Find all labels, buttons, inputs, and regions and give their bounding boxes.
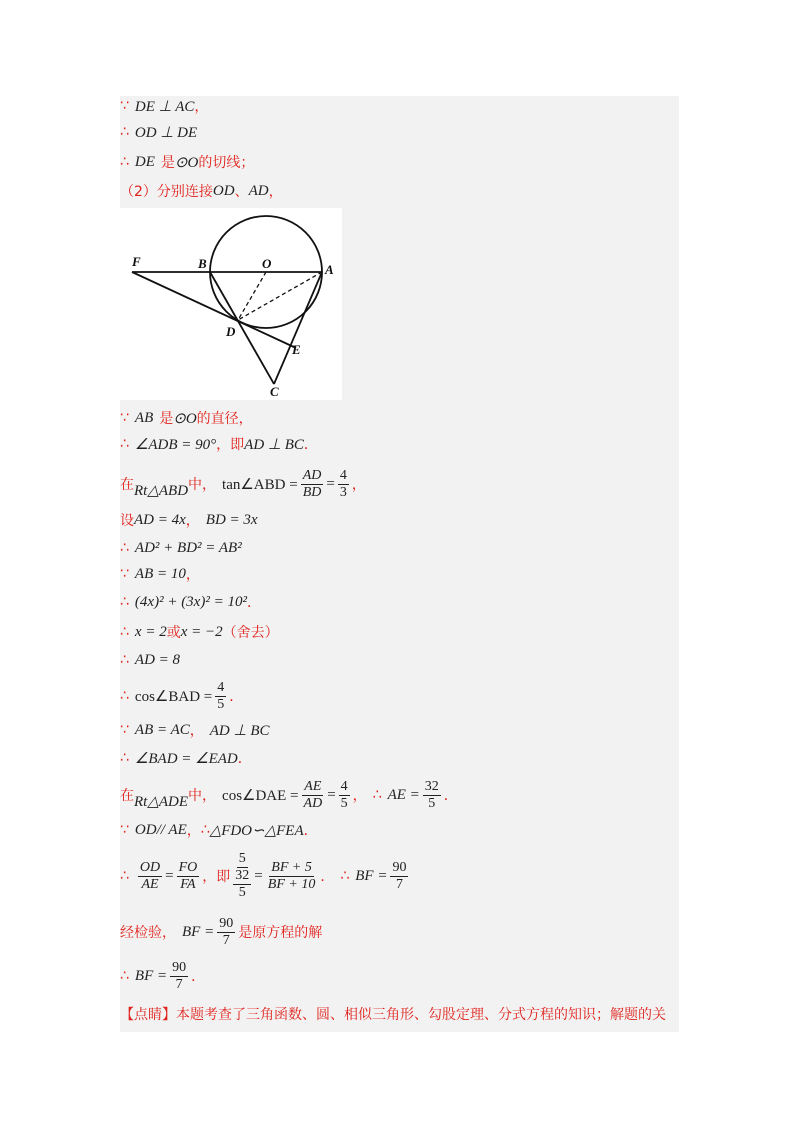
math-expr: AB xyxy=(134,409,154,426)
fraction: $\frac{AE}{AD}$ xyxy=(303,778,323,811)
line-comment xyxy=(120,1004,666,1024)
therefore-symbol: ∴ xyxy=(120,594,129,610)
text: 设 xyxy=(120,513,134,529)
math-expr: OD xyxy=(212,182,235,199)
fraction: $\frac{4}{5}$ xyxy=(217,679,225,712)
because-symbol: ∵ xyxy=(120,410,129,426)
compound-fraction: 5 32 5 xyxy=(235,851,250,900)
equals: = xyxy=(165,867,174,884)
therefore-symbol: ∴ xyxy=(120,688,129,704)
text: ， xyxy=(268,184,283,200)
fraction: $\frac{FO}{FA}$ xyxy=(178,859,198,892)
math-expr: OD ⊥ DE xyxy=(134,124,198,141)
line-pythagoras xyxy=(120,538,242,558)
geometry-figure xyxy=(120,208,342,400)
punct: ． xyxy=(303,823,318,839)
math-expr: x = 2 xyxy=(134,623,167,640)
math-expr: AD xyxy=(248,182,269,199)
therefore-symbol: ∴ xyxy=(120,436,129,452)
label-a: A xyxy=(325,262,334,277)
text: 中， xyxy=(188,477,217,493)
line-ab-10 xyxy=(120,564,200,584)
math-expr: AB = AC xyxy=(134,721,190,738)
line-equation xyxy=(120,592,261,612)
punct: ， xyxy=(352,788,367,804)
math-expr: DE ⊥ AC xyxy=(134,98,195,115)
because-symbol: ∵ xyxy=(120,98,129,114)
punct: ． xyxy=(443,788,458,804)
fraction: $\frac{4}{5}$ xyxy=(340,778,348,811)
math-expr: x = −2 xyxy=(180,623,223,640)
line-ab-diameter xyxy=(120,408,253,428)
line-proportion xyxy=(120,846,411,906)
math-expr: AD ⊥ BC xyxy=(244,436,304,453)
line-parallel-similar xyxy=(120,820,318,840)
punct: ． xyxy=(237,751,252,767)
line-set-variables xyxy=(120,510,258,530)
text: 是原方程的解 xyxy=(238,925,323,941)
text: 在 xyxy=(120,477,134,493)
equals: = xyxy=(254,867,263,884)
line-part2-connect xyxy=(120,180,283,202)
punct: ， xyxy=(185,513,200,529)
text: ，即 xyxy=(216,437,245,453)
line-solve-x xyxy=(120,622,279,642)
label-d: D xyxy=(226,324,236,339)
line-cos-dae xyxy=(120,774,458,816)
fraction: $\frac{4}{3}$ xyxy=(339,467,347,500)
math-expr: cos∠DAE = xyxy=(222,787,299,804)
text: 的直径， xyxy=(196,411,253,427)
text: 或 xyxy=(166,625,181,641)
line-ad-8 xyxy=(120,650,180,670)
text: 是 xyxy=(160,155,175,171)
math-expr: BF = xyxy=(182,923,215,940)
punct: ． xyxy=(320,869,335,885)
math-expr: BD = 3x xyxy=(205,511,258,528)
line-angle-adb xyxy=(120,434,318,454)
line-cos-bad xyxy=(120,676,243,716)
because-symbol: ∵ xyxy=(120,722,129,738)
math-expr: AE = xyxy=(387,786,420,803)
math-expr: △FDO∽△FEA xyxy=(209,822,304,839)
therefore-symbol: ∴ xyxy=(120,868,129,884)
math-expr: AD² + BD² = AB² xyxy=(134,539,242,556)
math-expr: Rt△ABD xyxy=(134,482,189,499)
math-expr: BF = xyxy=(134,967,168,984)
line-tangent-conclusion xyxy=(120,152,254,172)
segment-ad-dashed xyxy=(238,272,322,320)
therefore-symbol: ∴ xyxy=(120,540,129,556)
math-expr: DE xyxy=(134,153,155,170)
punct: ． xyxy=(246,595,261,611)
therefore-symbol: ∴ xyxy=(200,822,210,838)
line-tan-abd xyxy=(120,464,366,504)
math-expr: cos∠BAD = xyxy=(134,688,213,705)
text: （舍去） xyxy=(222,625,279,641)
fraction: $\frac{BF + 5}{BF + 10}$ xyxy=(267,859,316,892)
punct: ， xyxy=(185,567,200,583)
therefore-symbol: ∴ xyxy=(372,787,382,803)
fraction: $\frac{90}{7}$ xyxy=(219,915,234,948)
text: 、 xyxy=(234,184,249,200)
segment-ac xyxy=(274,272,322,384)
therefore-symbol: ∴ xyxy=(120,750,129,766)
fraction: $\frac{AD}{BD}$ xyxy=(302,467,322,500)
punct: ． xyxy=(191,969,206,985)
circle-tangent-diagram xyxy=(120,208,342,400)
math-expr: AD ⊥ BC xyxy=(209,722,270,739)
text: 经检验， xyxy=(120,925,176,941)
math-expr: OD// AE xyxy=(134,821,187,838)
equals: = xyxy=(326,475,335,492)
text: 的切线； xyxy=(198,155,255,171)
therefore-symbol: ∴ xyxy=(120,652,129,668)
line-final-answer xyxy=(120,956,205,996)
fraction: $\frac{90}{7}$ xyxy=(172,959,187,992)
segment-od-dashed xyxy=(238,272,266,320)
label-e: E xyxy=(292,342,301,357)
because-symbol: ∵ xyxy=(120,822,129,838)
text: （2）分别连接 xyxy=(120,184,213,200)
text: ，即 xyxy=(202,869,231,885)
therefore-symbol: ∴ xyxy=(340,868,350,884)
therefore-symbol: ∴ xyxy=(120,968,129,984)
math-expr: BF = xyxy=(355,867,388,884)
punct: ， xyxy=(189,723,204,739)
line-od-perp-de xyxy=(120,122,197,142)
label-c: C xyxy=(270,384,279,399)
equals: = xyxy=(327,786,336,803)
therefore-symbol: ∴ xyxy=(120,124,129,140)
fraction: $\frac{OD}{AE}$ xyxy=(139,859,161,892)
line-ab-ac xyxy=(120,720,270,740)
punct: ， xyxy=(194,99,209,115)
fraction: $\frac{90}{7}$ xyxy=(392,859,407,892)
text: 在 xyxy=(120,788,134,804)
punct: ， xyxy=(186,823,201,839)
label-f: F xyxy=(132,254,141,269)
line-angle-equal xyxy=(120,748,252,768)
line-de-perp-ac xyxy=(120,96,208,116)
comment-text: 【点睛】本题考查了三角函数、圆、相似三角形、勾股定理、分式方程的知识；解题的关 xyxy=(120,1007,666,1023)
math-expr: AD = 4x xyxy=(134,511,186,528)
punct: ． xyxy=(303,437,318,453)
because-symbol: ∵ xyxy=(120,566,129,582)
math-expr: AD = 8 xyxy=(134,651,181,668)
text: 是 xyxy=(159,411,174,427)
circle-symbol: ⊙O xyxy=(174,154,199,171)
math-expr: tan∠ABD = xyxy=(222,476,298,493)
therefore-symbol: ∴ xyxy=(120,154,129,170)
math-expr: AB = 10 xyxy=(134,565,186,582)
math-expr: ∠BAD = ∠EAD xyxy=(134,750,238,767)
text: 中， xyxy=(188,788,217,804)
math-expr: ∠ADB = 90° xyxy=(134,436,217,453)
math-expr: (4x)² + (3x)² = 10² xyxy=(134,593,247,610)
line-verification xyxy=(120,912,322,952)
punct: ， xyxy=(351,477,366,493)
segment-fe xyxy=(132,272,296,348)
circle-symbol: ⊙O xyxy=(173,410,197,427)
label-b: B xyxy=(198,256,207,271)
punct: ． xyxy=(229,689,244,705)
therefore-symbol: ∴ xyxy=(120,624,129,640)
label-o: O xyxy=(262,256,272,271)
fraction: $\frac{32}{5}$ xyxy=(424,778,439,811)
math-expr: Rt△ADE xyxy=(134,793,189,810)
